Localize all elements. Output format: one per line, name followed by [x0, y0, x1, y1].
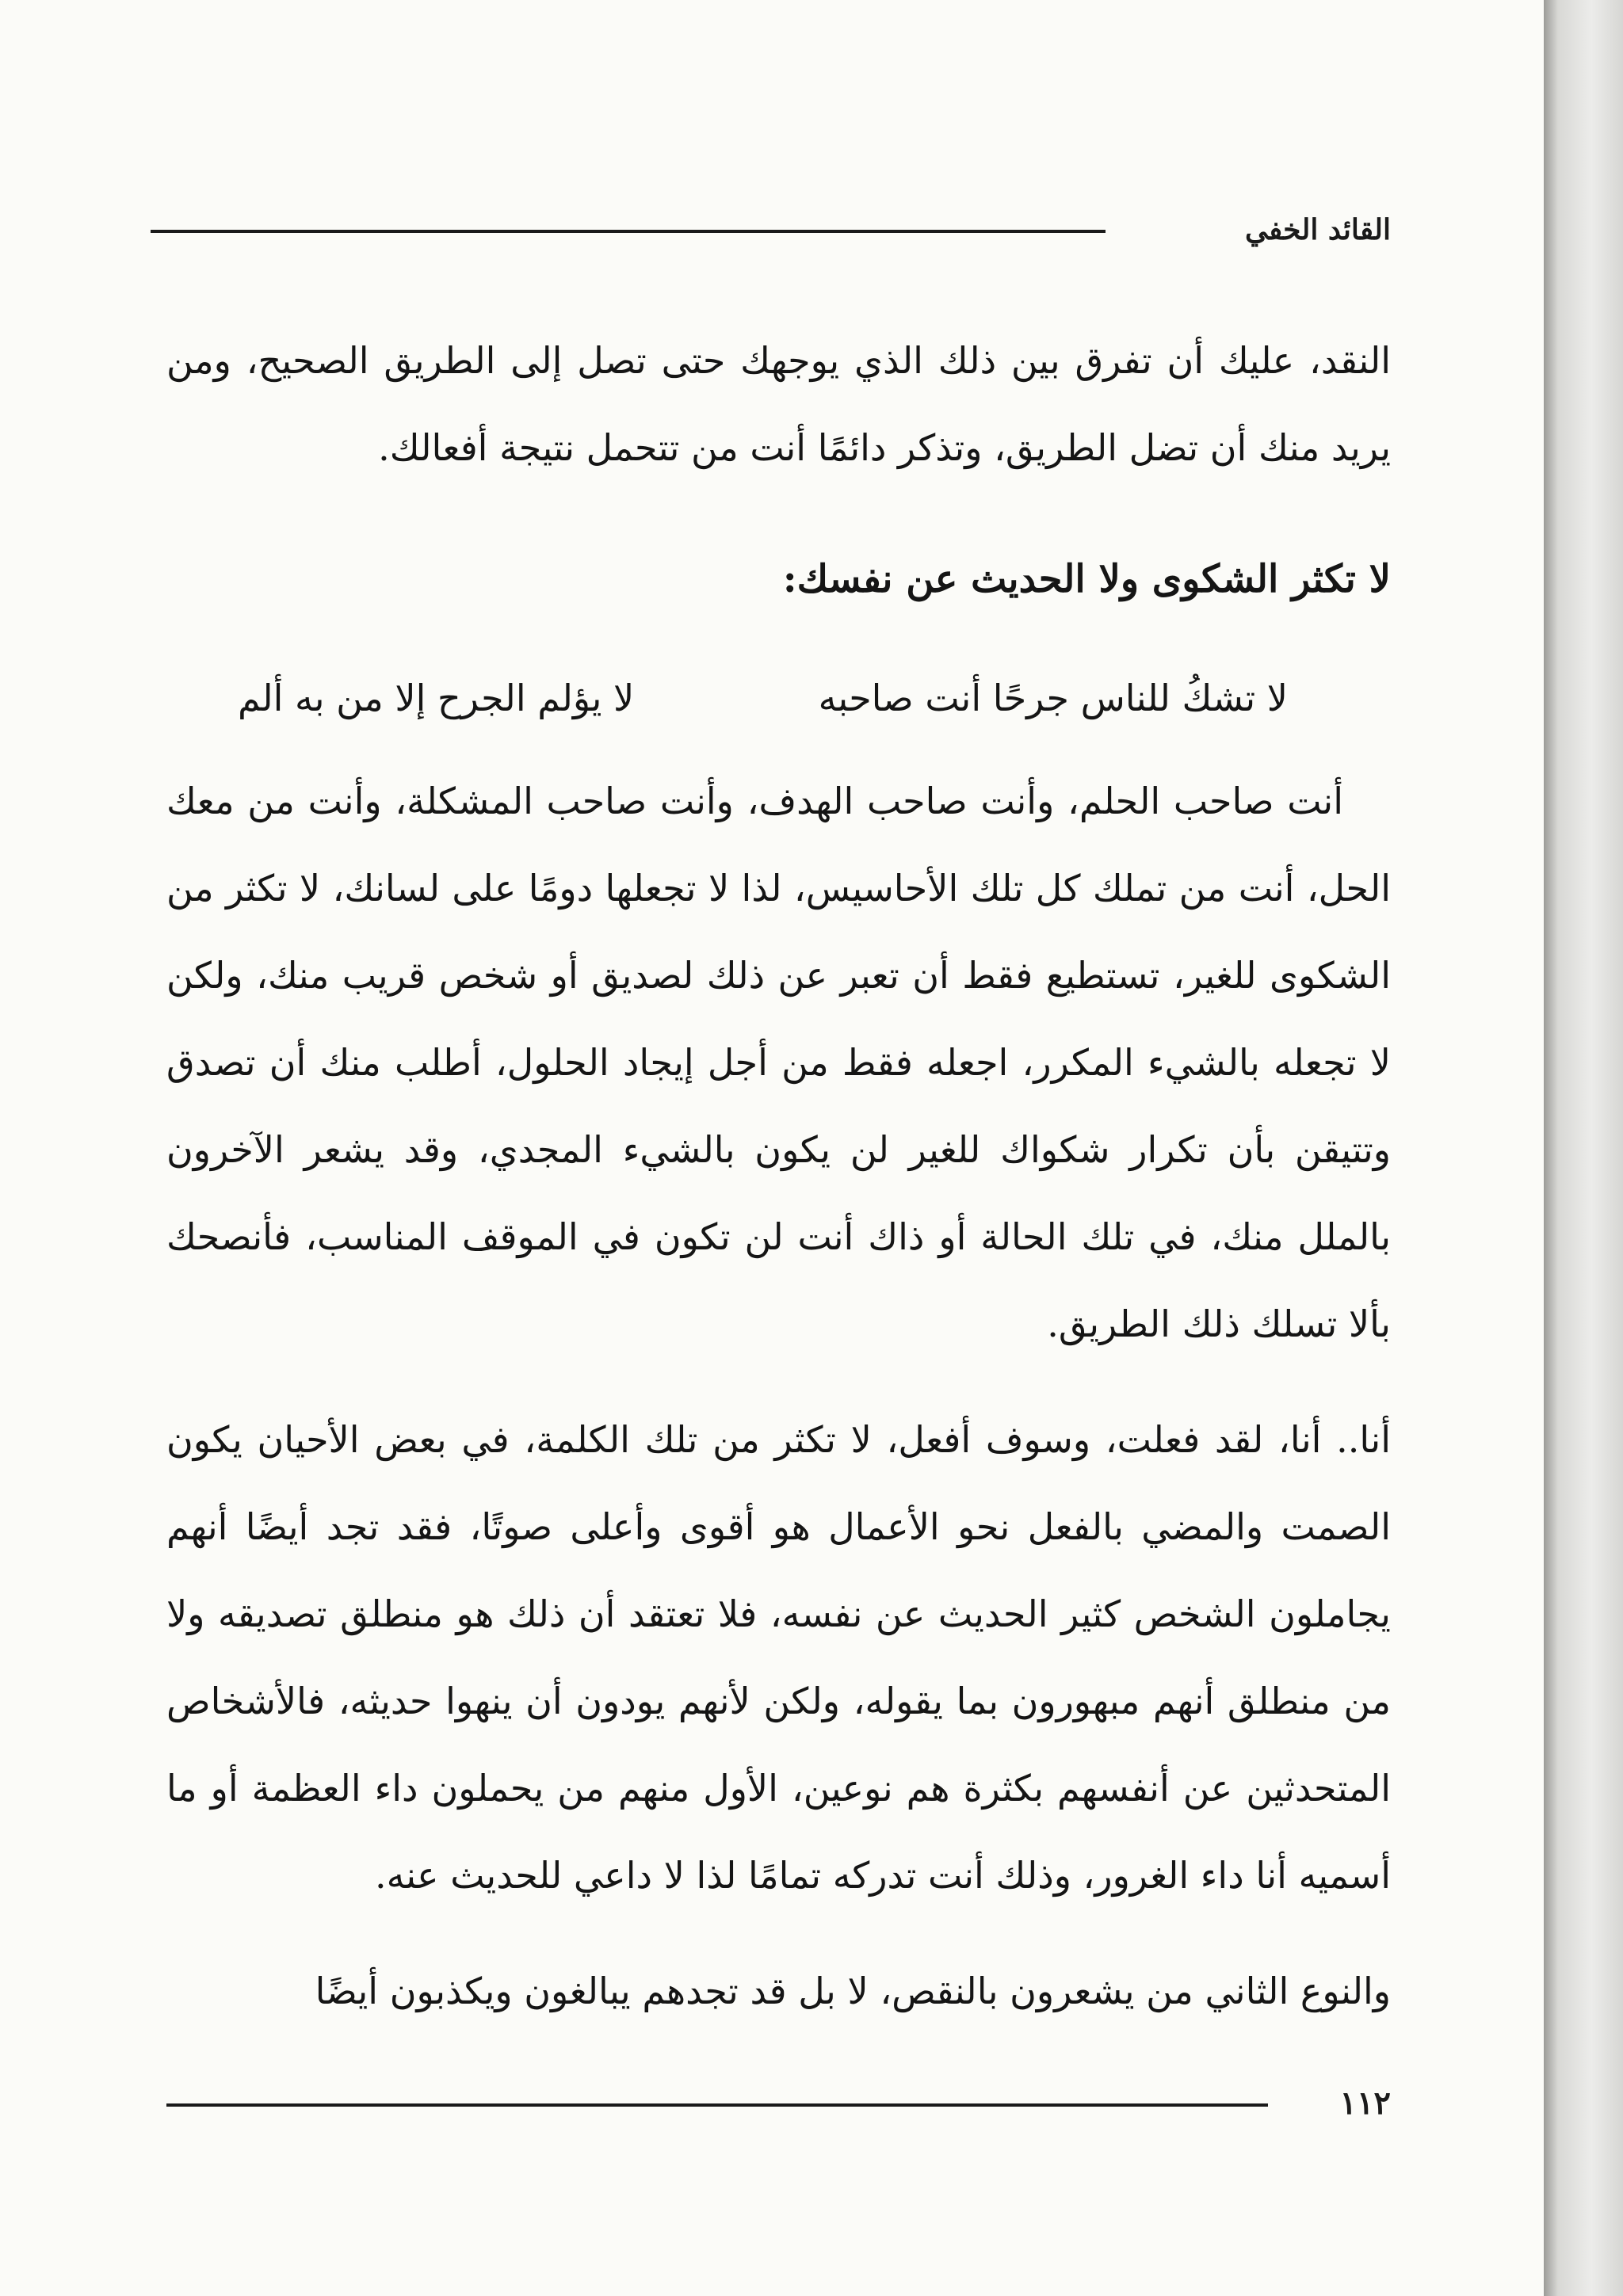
- verse-hemistich-2: لا يؤلم الجرح إلا من به ألم: [238, 677, 635, 719]
- section-heading: لا تكثر الشكوى ولا الحديث عن نفسك:: [782, 557, 1391, 601]
- page-header: [151, 202, 1391, 257]
- paragraph-3: أنا.. أنا، لقد فعلت، وسوف أفعل، لا تكثر من تلك الكلمة، في بعض الأحيان يكون الصمت والمضي بالفعل نحو الأعمال هو أقوى وأعلى صوتًا، فقد تجد أيضًا أنهم يجاملون الشخص كثير الحديث عن نفسه، فلا تعتقد أن ذلك هو منطلق تصديقه ولا من منطلق أنهم مبهورون بما يقوله، ولكن لأنهم يودون أن ينهوا حديثه، فالأشخاص المتحدثين عن أنفسهم بكثرة هم نوعين، الأول منهم من يحملون داء العظمة أو ما أسميه أنا داء الغرور، وذلك أنت تدركه تمامًا لذا لا داعي للحديث عنه.: [166, 1418, 1391, 1897]
- spacer: [166, 1919, 1391, 1947]
- footer-rule: [166, 2103, 1268, 2107]
- spacer: [166, 491, 1391, 520]
- paragraph-1: النقد، عليك أن تفرق بين ذلك الذي يوجهك حتى تصل إلى الطريق الصحيح، ومن يريد منك أن تضل الطريق، وتذكر دائمًا أنت من تتحمل نتيجة أفعالك.: [166, 339, 1391, 469]
- spacer: [166, 1367, 1391, 1396]
- verse-hemistich-1: لا تشكُ للناس جرحًا أنت صاحبه: [818, 677, 1288, 719]
- paragraph-4: والنوع الثاني من يشعرون بالنقص، لا بل قد تجدهم يبالغون ويكذبون أيضًا: [315, 1970, 1391, 2012]
- running-title: القائد الخفي: [1244, 213, 1391, 246]
- poetry-verse: [166, 639, 1391, 757]
- page-body: [166, 317, 1391, 2035]
- header-rule: [151, 230, 1106, 233]
- page-number: ١١٢: [1339, 2084, 1391, 2122]
- page-edge: [1544, 0, 1623, 2296]
- page-footer: [166, 2072, 1391, 2135]
- paragraph-2: أنت صاحب الحلم، وأنت صاحب الهدف، وأنت صاحب المشكلة، وأنت من معك الحل، أنت من تملك كل تلك الأحاسيس، لذا لا تجعلها دومًا على لسانك، لا تكثر من الشكوى للغير، تستطيع فقط أن تعبر عن ذلك لصديق أو شخص قريب منك، ولكن لا تجعله بالشيء المكرر، اجعله فقط من أجل إيجاد الحلول، أطلب منك أن تصدق وتتيقن بأن تكرار شكواك للغير لن يكون بالشيء المجدي، وقد يشعر الآخرون بالملل منك، في تلك الحالة أو ذاك أنت لن تكون في الموقف المناسب، فأنصحك بألا تسلك ذلك الطريق.: [166, 780, 1392, 1345]
